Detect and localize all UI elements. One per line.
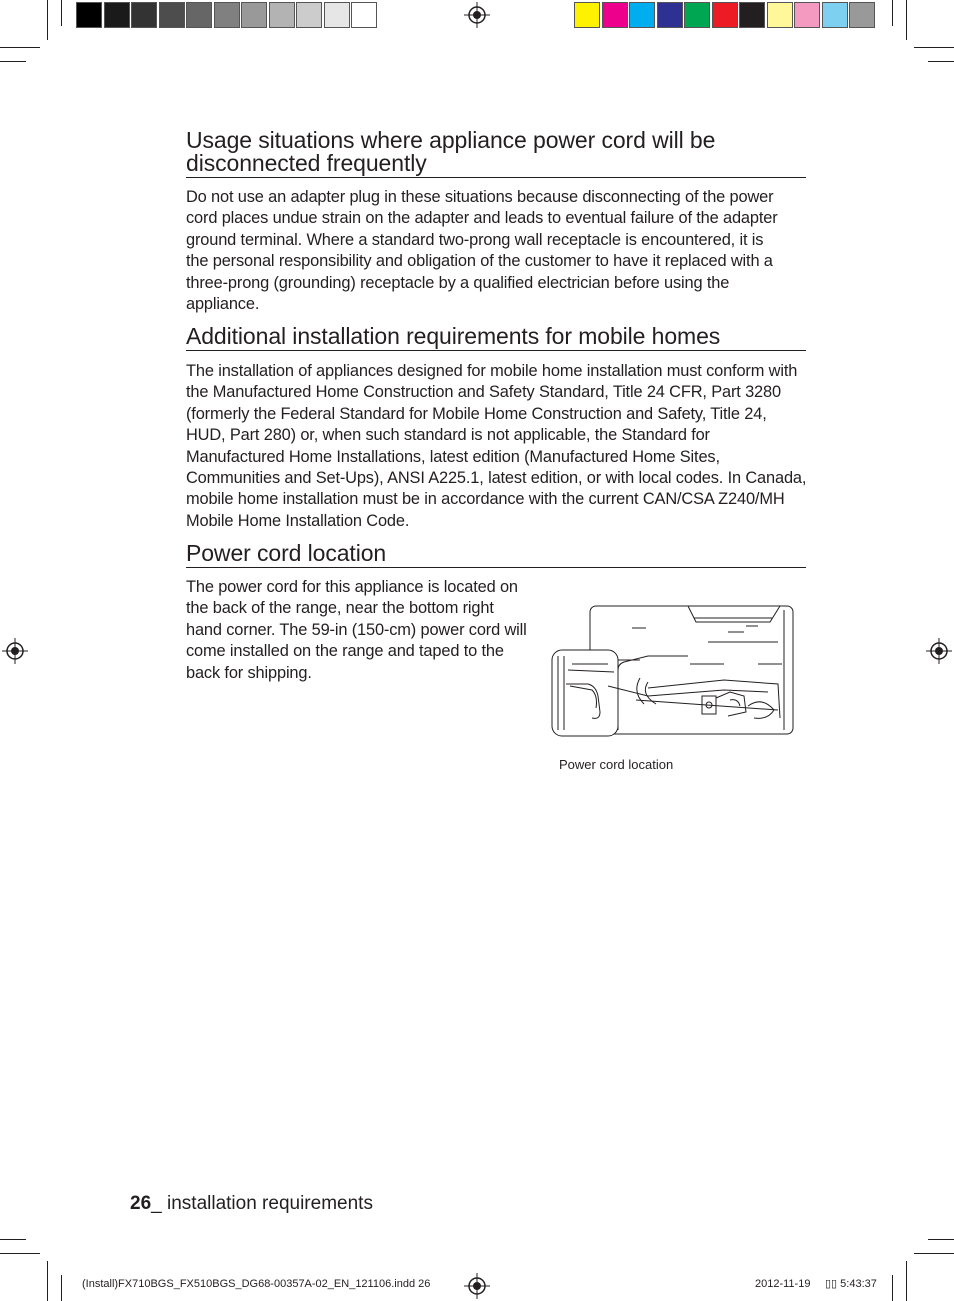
color-swatch	[767, 2, 793, 28]
registration-mark-left	[2, 638, 28, 664]
gray-swatch	[159, 2, 185, 28]
color-swatch	[794, 2, 820, 28]
slug-time: ▯▯ 5:43:37	[825, 1278, 877, 1290]
section-body-usage: Do not use an adapter plug in these situations because disconnecting of the power cord places undue strain on the adapter and leads to eventual failure of the adapter ground terminal. Where a standard two-prong wall receptacle is encountered, it is the personal responsibility and obligation of the customer to have it replaced with a three-prong (grounding) receptacle by a qualified electrician before using the appliance.	[186, 188, 778, 314]
registration-mark-bottom	[464, 1273, 490, 1299]
color-swatch	[629, 2, 655, 28]
section-body-mobile-homes: The installation of appliances designed for mobile home installation must conform with the Manufactured Home Construction and Safety Standard, Title 24 CFR, Part 3280 (formerly the Federal Standard for Mobile Home Construction and Safety, Title 24, HUD, Part 280) or, when such standard is not applicable, the Standard for Manufactured Home Installations, latest edition (Manufactured Home Sites, Communities and Set-Ups), ANSI A225.1, latest edition, or with local codes. In Canada, mobile home installation must be in accordance with the current CAN/CSA Z240/MH Mobile Home Installation Code.	[186, 362, 807, 530]
section-heading-mobile-homes: Additional installation requirements for mobile homes	[186, 325, 806, 351]
color-swatch	[822, 2, 848, 28]
color-swatch	[849, 2, 875, 28]
registration-mark-right	[926, 638, 952, 664]
gray-swatch	[131, 2, 157, 28]
color-swatch	[574, 2, 600, 28]
section-heading-usage	[186, 129, 806, 178]
footer-section-name: installation requirements	[167, 1193, 373, 1214]
range-back-illustration-icon	[548, 600, 798, 740]
gray-swatch	[324, 2, 350, 28]
section-heading-power-cord: Power cord location	[186, 542, 806, 568]
registration-mark-top	[464, 2, 490, 28]
color-swatch	[684, 2, 710, 28]
gray-swatch	[76, 2, 102, 28]
gray-swatch	[296, 2, 322, 28]
gray-swatch	[269, 2, 295, 28]
heading-line-2: disconnected frequently	[186, 150, 427, 176]
color-swatch	[712, 2, 738, 28]
slug-date: 2012-11-19	[755, 1278, 811, 1290]
gray-swatch	[351, 2, 377, 28]
gray-swatch	[186, 2, 212, 28]
section-body-power-cord: The power cord for this appliance is located on the back of the range, near the bottom right hand corner. The 59-in (150-cm) power cord will come installed on the range and taped to the back for shipping.	[186, 578, 527, 682]
heading-line-1: Usage situations where appliance power cord will be	[186, 127, 716, 153]
color-swatch	[739, 2, 765, 28]
page-footer	[130, 1193, 373, 1215]
gray-swatch	[104, 2, 130, 28]
footer-separator: _	[151, 1193, 167, 1214]
figure-caption: Power cord location	[559, 757, 674, 772]
color-swatch	[602, 2, 628, 28]
slug-file-name: (Install)FX710BGS_FX510BGS_DG68-00357A-02_EN_121106.indd 26	[82, 1278, 431, 1290]
gray-swatch	[241, 2, 267, 28]
gray-swatch	[214, 2, 240, 28]
page-number: 26	[130, 1193, 152, 1214]
color-swatch	[657, 2, 683, 28]
